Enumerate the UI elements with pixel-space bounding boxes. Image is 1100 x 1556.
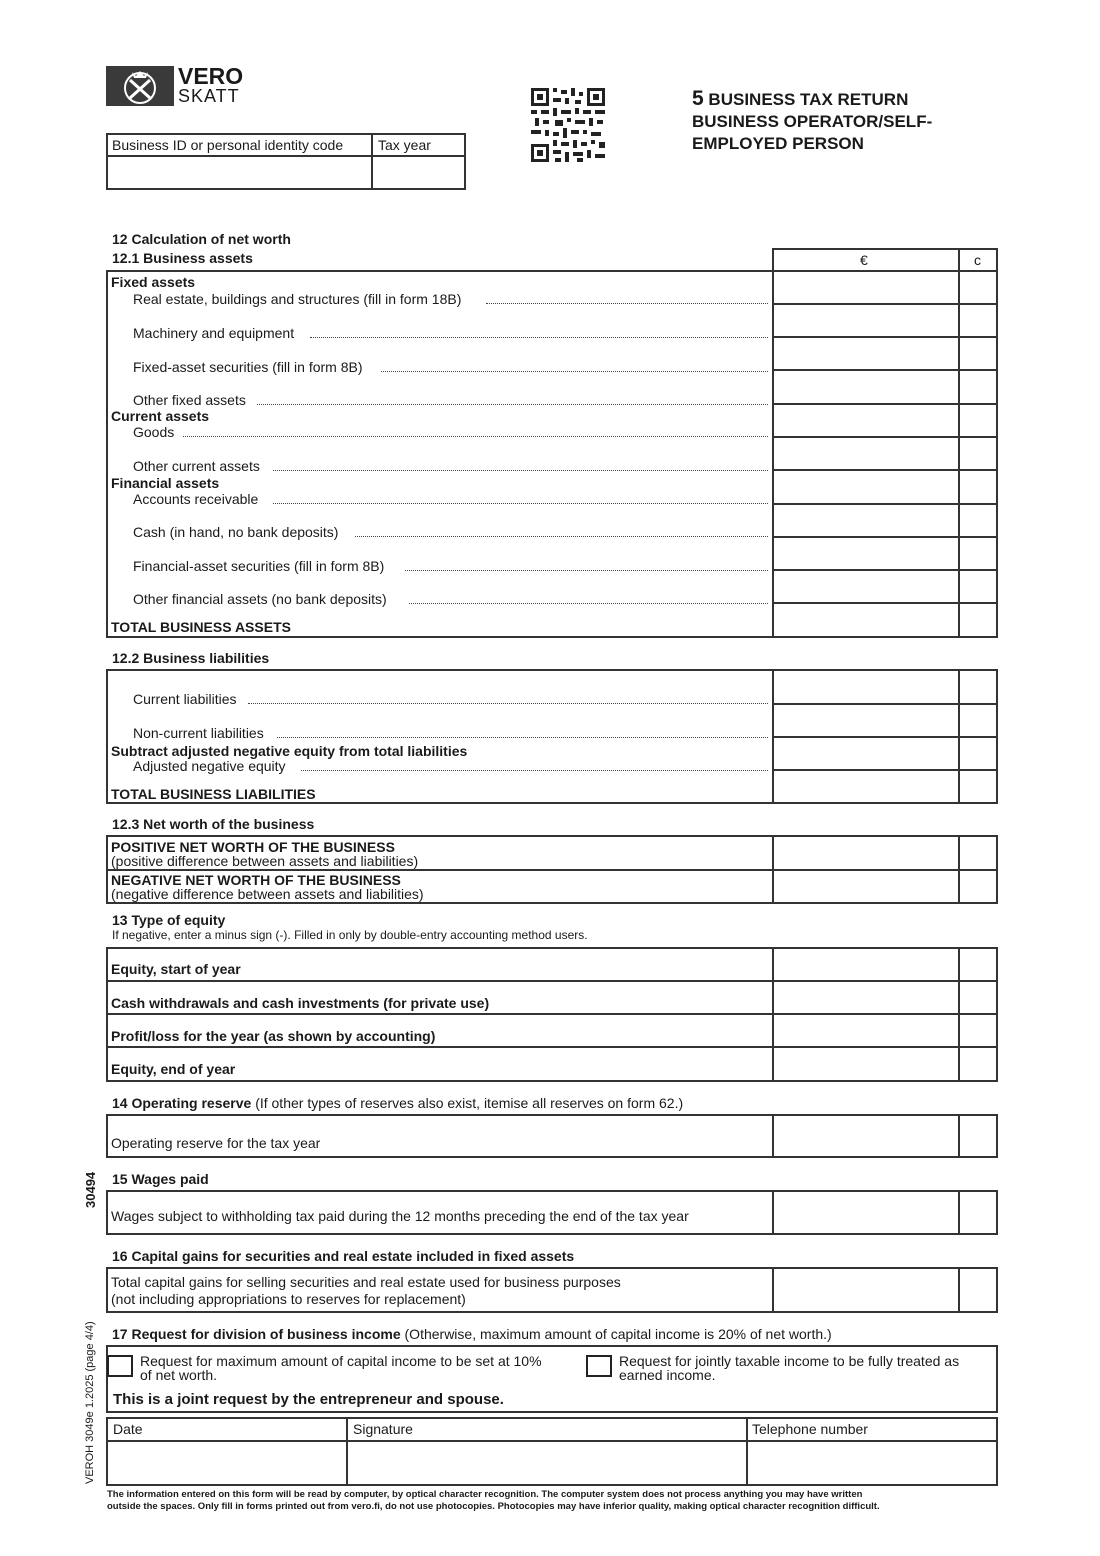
tax-year-label: Tax year xyxy=(378,137,431,153)
section-14-title-line xyxy=(112,1095,683,1111)
earned-income-checkbox[interactable] xyxy=(586,1355,612,1377)
capital-income-10-label-2: of net worth. xyxy=(140,1367,218,1383)
capital-income-10-label-1: Request for maximum amount of capital income to be set at 10% xyxy=(140,1353,542,1369)
wages-cent-field[interactable] xyxy=(960,1192,996,1233)
negative-net-worth-euro-field[interactable] xyxy=(774,871,958,902)
side-form-number: 30494 xyxy=(83,1171,98,1208)
section-12-title: 12 Calculation of net worth xyxy=(112,231,291,247)
cash-label: Cash (in hand, no bank deposits) xyxy=(133,524,339,540)
capital-gains-cent-field[interactable] xyxy=(960,1269,996,1311)
profit-loss-label: Profit/loss for the year (as shown by accounting) xyxy=(111,1028,436,1044)
section-17-title: 17 Request for division of business income xyxy=(112,1326,401,1342)
other-current-cent-field[interactable] xyxy=(960,438,996,469)
joint-request-text: This is a joint request by the entrepreneur and spouse. xyxy=(113,1391,504,1408)
operating-reserve-euro-field[interactable] xyxy=(774,1116,958,1156)
fixed-securities-label: Fixed-asset securities (fill in form 8B) xyxy=(133,359,363,375)
qr-code-icon xyxy=(531,88,605,162)
machinery-cent-field[interactable] xyxy=(960,305,996,336)
capital-income-10-checkbox[interactable] xyxy=(107,1355,133,1377)
positive-net-worth-cent-field[interactable] xyxy=(960,837,996,869)
signature-label: Signature xyxy=(353,1421,413,1437)
telephone-label: Telephone number xyxy=(752,1421,868,1437)
financial-securities-euro-field[interactable] xyxy=(774,538,958,569)
business-id-field[interactable] xyxy=(108,157,370,188)
accounts-receivable-label: Accounts receivable xyxy=(133,491,259,507)
accounts-receivable-cent-field[interactable] xyxy=(960,471,996,503)
form-number: 5 xyxy=(692,87,704,110)
negative-net-worth-note: (negative difference between assets and liabilities) xyxy=(111,886,424,902)
other-fixed-euro-field[interactable] xyxy=(774,371,958,403)
current-assets-heading: Current assets xyxy=(111,408,210,424)
date-label: Date xyxy=(113,1421,143,1437)
real-estate-cent-field[interactable] xyxy=(960,272,996,303)
noncurrent-liabilities-label: Non-current liabilities xyxy=(133,725,264,741)
subtract-negative-equity-heading: Subtract adjusted negative equity from total liabilities xyxy=(111,743,468,759)
section-12-2-title: 12.2 Business liabilities xyxy=(112,650,270,666)
capital-gains-label-line1: Total capital gains for selling securities and real estate used for business purposes xyxy=(111,1274,621,1290)
machinery-euro-field[interactable] xyxy=(774,305,958,336)
adjusted-negative-equity-cent-field[interactable] xyxy=(960,738,996,769)
cash-withdrawals-cent-field[interactable] xyxy=(960,982,996,1013)
fixed-securities-euro-field[interactable] xyxy=(774,338,958,369)
cash-euro-field[interactable] xyxy=(774,505,958,536)
total-liabilities-label: TOTAL BUSINESS LIABILITIES xyxy=(111,786,316,802)
cash-withdrawals-euro-field[interactable] xyxy=(774,982,958,1013)
cash-cent-field[interactable] xyxy=(960,505,996,536)
date-field[interactable] xyxy=(108,1442,345,1484)
machinery-label: Machinery and equipment xyxy=(133,325,295,341)
section-14-note: (If other types of reserves also exist, itemise all reserves on form 62.) xyxy=(255,1095,684,1111)
vero-emblem-icon xyxy=(106,66,174,106)
signature-field[interactable] xyxy=(348,1442,745,1484)
total-liabilities-euro-field[interactable] xyxy=(774,771,958,802)
earned-income-label-1: Request for jointly taxable income to be fully treated as xyxy=(619,1353,960,1369)
section-14-title: 14 Operating reserve xyxy=(112,1095,252,1111)
negative-net-worth-label: NEGATIVE NET WORTH OF THE BUSINESS xyxy=(111,872,401,888)
section-16-title: 16 Capital gains for securities and real estate included in fixed assets xyxy=(112,1248,575,1264)
current-liabilities-cent-field[interactable] xyxy=(960,671,996,703)
wages-label: Wages subject to withholding tax paid during the 12 months preceding the end of the tax year xyxy=(111,1208,689,1224)
fixed-securities-cent-field[interactable] xyxy=(960,338,996,369)
noncurrent-liabilities-cent-field[interactable] xyxy=(960,705,996,736)
current-liabilities-euro-field[interactable] xyxy=(774,671,958,703)
section-13-title: 13 Type of equity xyxy=(112,912,226,928)
financial-assets-heading: Financial assets xyxy=(111,475,220,491)
adjusted-negative-equity-euro-field[interactable] xyxy=(774,738,958,769)
form-title: 5 BUSINESS TAX RETURN BUSINESS OPERATOR/SELF- EMPLOYED PERSON xyxy=(692,87,933,153)
negative-net-worth-cent-field[interactable] xyxy=(960,871,996,902)
footer-notice-line1: The information entered on this form will be read by computer, by optical character recognition. The computer system does not process anything you may have written xyxy=(107,1489,863,1500)
positive-net-worth-euro-field[interactable] xyxy=(774,837,958,869)
positive-net-worth-label: POSITIVE NET WORTH OF THE BUSINESS xyxy=(111,839,395,855)
goods-euro-field[interactable] xyxy=(774,405,958,436)
total-assets-label: TOTAL BUSINESS ASSETS xyxy=(111,619,291,635)
other-current-euro-field[interactable] xyxy=(774,438,958,469)
accounts-receivable-euro-field[interactable] xyxy=(774,471,958,503)
equity-end-euro-field[interactable] xyxy=(774,1048,958,1080)
adjusted-negative-equity-label: Adjusted negative equity xyxy=(133,758,286,774)
section-17-title-line xyxy=(112,1326,832,1342)
real-estate-label: Real estate, buildings and structures (fill in form 18B) xyxy=(133,291,462,307)
section-15-title: 15 Wages paid xyxy=(112,1171,209,1187)
section-13-note: If negative, enter a minus sign (-). Filled in only by double-entry accounting method users. xyxy=(112,928,588,942)
real-estate-euro-field[interactable] xyxy=(774,272,958,303)
fixed-assets-heading: Fixed assets xyxy=(111,274,196,290)
other-current-label: Other current assets xyxy=(133,458,260,474)
total-assets-cent-field[interactable] xyxy=(960,604,996,636)
capital-gains-euro-field[interactable] xyxy=(774,1269,958,1311)
wages-euro-field[interactable] xyxy=(774,1192,958,1233)
equity-start-cent-field[interactable] xyxy=(960,949,996,980)
noncurrent-liabilities-euro-field[interactable] xyxy=(774,705,958,736)
section-12-3-title: 12.3 Net worth of the business xyxy=(112,816,315,832)
cash-withdrawals-label: Cash withdrawals and cash investments (for private use) xyxy=(111,995,490,1011)
goods-label: Goods xyxy=(133,424,175,440)
profit-loss-cent-field[interactable] xyxy=(960,1015,996,1046)
vero-logo xyxy=(106,63,244,106)
business-id-label: Business ID or personal identity code xyxy=(112,137,344,153)
other-financial-euro-field[interactable] xyxy=(774,571,958,602)
logo-text-vero: VERO xyxy=(178,63,244,89)
financial-securities-label: Financial-asset securities (fill in form 8B) xyxy=(133,558,385,574)
profit-loss-euro-field[interactable] xyxy=(774,1015,958,1046)
capital-gains-label-line2: (not including appropriations to reserves for replacement) xyxy=(111,1291,466,1307)
telephone-field[interactable] xyxy=(748,1442,996,1484)
equity-start-euro-field[interactable] xyxy=(774,949,958,980)
equity-end-label: Equity, end of year xyxy=(111,1061,236,1077)
earned-income-label-2: earned income. xyxy=(619,1367,716,1383)
other-financial-label: Other financial assets (no bank deposits) xyxy=(133,591,387,607)
other-fixed-cent-field[interactable] xyxy=(960,371,996,403)
section-12-1-title: 12.1 Business assets xyxy=(112,250,253,266)
total-liabilities-cent-field[interactable] xyxy=(960,771,996,802)
section-17-note: (Otherwise, maximum amount of capital income is 20% of net worth.) xyxy=(404,1326,832,1342)
other-financial-cent-field[interactable] xyxy=(960,571,996,602)
other-fixed-label: Other fixed assets xyxy=(133,392,246,408)
goods-cent-field[interactable] xyxy=(960,405,996,436)
positive-net-worth-note: (positive difference between assets and liabilities) xyxy=(111,853,419,869)
cent-column-header: c xyxy=(974,252,981,268)
equity-end-cent-field[interactable] xyxy=(960,1048,996,1080)
total-assets-euro-field[interactable] xyxy=(774,604,958,636)
logo-text-skatt: SKATT xyxy=(178,86,240,106)
side-form-code: VEROH 3049e 1.2025 (page 4/4) xyxy=(84,1321,96,1484)
operating-reserve-cent-field[interactable] xyxy=(960,1116,996,1156)
euro-column-header: € xyxy=(860,252,868,268)
current-liabilities-label: Current liabilities xyxy=(133,691,237,707)
financial-securities-cent-field[interactable] xyxy=(960,538,996,569)
operating-reserve-label: Operating reserve for the tax year xyxy=(111,1135,321,1151)
footer-notice-line2: outside the spaces. Only fill in forms printed out from vero.fi, do not use photocopies. Photocopies may have inferior quality, making optical character recognition difficult. xyxy=(107,1501,880,1512)
tax-year-field[interactable] xyxy=(373,157,464,188)
equity-start-label: Equity, start of year xyxy=(111,961,241,977)
